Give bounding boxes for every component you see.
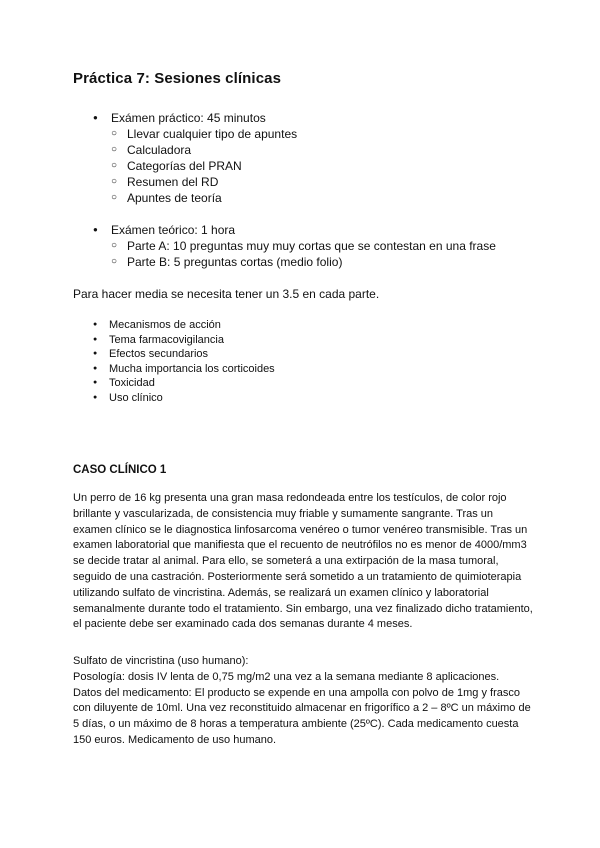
- list-item-theory-exam: [93, 222, 496, 270]
- sub-list-item: ○ Categorías del PRAN: [111, 158, 496, 174]
- list-item: ● Toxicidad: [93, 376, 275, 391]
- list-item: ● Mecanismos de acción: [93, 318, 275, 333]
- sub-list-item: ○ Parte B: 5 preguntas cortas (medio folio): [111, 254, 496, 270]
- list-item: ● Efectos secundarios: [93, 347, 275, 362]
- drug-info: [73, 654, 533, 749]
- sub-list-item: ○ Calculadora: [111, 142, 496, 158]
- drug-name: Sulfato de vincristina (uso humano):: [73, 655, 249, 667]
- sub-list-item: ○ Parte A: 10 preguntas muy muy cortas que se contestan en una frase: [111, 238, 496, 254]
- practical-exam-label: Exámen práctico: 45 minutos: [111, 111, 266, 125]
- case-description: Un perro de 16 kg presenta una gran masa redondeada entre los testículos, de color rojo brillante y vascularizada, de consistencia muy friable y sumamente sangrante. Tras un examen clínico se le diagnostica linfosarcoma venéreo o tumor venéreo transmisible. Tras un examen laboratorial que manifiesta que el recuento de neutrófilos no es menor de 4000/mm3 se decide tratar al animal. Para ello, se someterá a una extirpación de la masa tumoral, seguido de una castración. Posteriormente será sometido a un tratamiento de quimioterapia utilizando sulfato de vincristina. Además, se realizará un examen clínico y laboratorial semanalmente durante todo el tratamiento. Sin embargo, una vez finalizado dicho tratamiento, el paciente debe ser examinado cada dos semanas durante 4 meses.: [73, 492, 533, 631]
- topics-list: [93, 318, 275, 405]
- page-title: Práctica 7: Sesiones clínicas: [73, 70, 282, 87]
- sub-list-item: ○ Resumen del RD: [111, 174, 496, 190]
- list-item: ● Uso clínico: [93, 391, 275, 406]
- exam-list: [93, 110, 496, 270]
- theory-exam-label: Exámen teórico: 1 hora: [111, 223, 236, 237]
- practical-exam-sublist: [111, 126, 496, 206]
- drug-posology: Posología: dosis IV lenta de 0,75 mg/m2 una vez a la semana mediante 8 aplicaciones.: [73, 670, 500, 683]
- list-item: ● Tema farmacovigilancia: [93, 333, 275, 348]
- sub-list-item: ○ Llevar cualquier tipo de apuntes: [111, 126, 496, 142]
- average-note: Para hacer media se necesita tener un 3.5 en cada parte.: [73, 287, 380, 301]
- list-item: ● Mucha importancia los corticoides: [93, 362, 275, 377]
- theory-exam-sublist: [111, 238, 496, 270]
- drug-data: Datos del medicamento: El producto se expende en una ampolla con polvo de 1mg y frasco con diluyente de 10ml. Una vez reconstituido almacenar en frigorífico a 2 – 8ºC un máximo de 5 días, o un máximo de 8 horas a temperatura ambiente (25ºC). Cada medicamento cuesta 150 euros. Medicamento de uso humano.: [73, 686, 531, 746]
- case-heading: CASO CLÍNICO 1: [73, 464, 167, 476]
- list-item-practical-exam: [93, 110, 496, 222]
- sub-list-item: ○ Apuntes de teoría: [111, 190, 496, 206]
